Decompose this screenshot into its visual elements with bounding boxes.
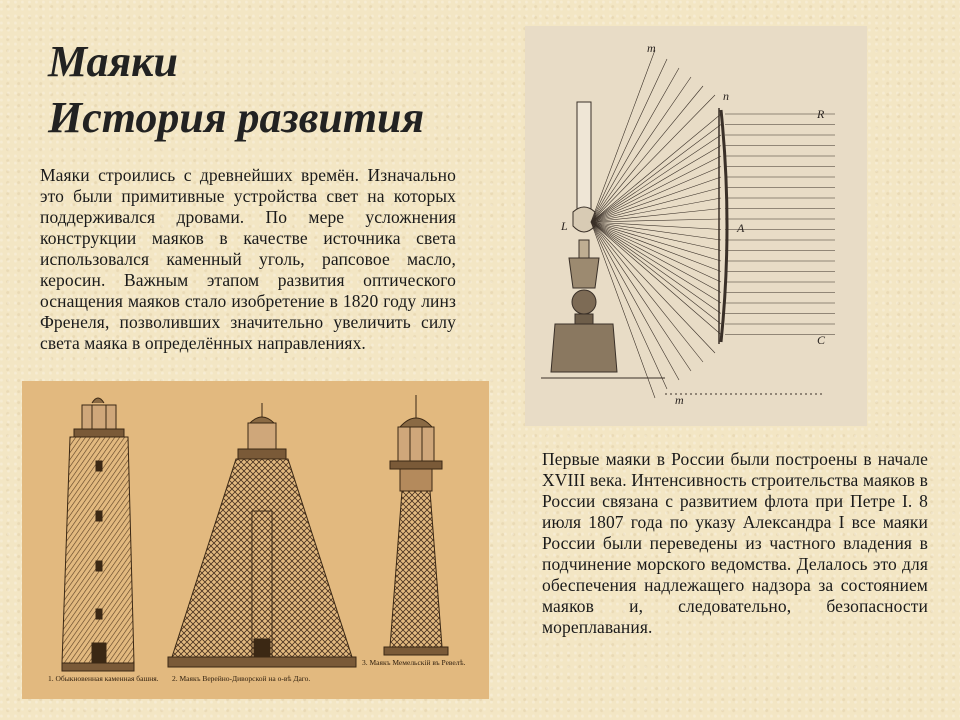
fresnel-lens-diagram — [525, 26, 867, 426]
russia-history-paragraph: Первые маяки в России были построены в начале XVIII века. Интенсивность строительства маяков в России связана с развитием флота при Петре I. 8 июля 1807 года по указу Александра I все маяки России были переведены из частного владения в подчинение морского ведомства. Делалось это для обеспечения надлежащего надзора за состоянием маяков и, следовательно, безопасности мореплавания. — [542, 449, 928, 637]
label-c: C — [817, 333, 826, 347]
caption-stone-tower: 1. Обыкновенная каменная башня. — [48, 674, 159, 683]
light-ray — [591, 222, 721, 335]
light-ray — [591, 156, 721, 222]
light-ray — [591, 219, 721, 222]
label-m-bottom: m — [675, 393, 684, 407]
light-ray — [591, 222, 721, 261]
label-l: L — [561, 219, 568, 233]
lighthouses-illustration — [22, 381, 489, 699]
lighthouse-engravings — [22, 381, 489, 699]
light-ray — [591, 125, 721, 223]
light-ray — [591, 188, 721, 223]
caption-pyramid-tower: 2. Маякъ Верейно-Диворской на о-вѣ Даго. — [172, 674, 311, 683]
title-line-2: История развития — [48, 93, 425, 142]
reflected-ray — [591, 86, 703, 222]
label-m-top: m — [647, 41, 656, 55]
light-ray — [591, 114, 721, 222]
title-line-1: Маяки — [48, 37, 178, 86]
reflected-ray — [591, 50, 655, 222]
caption-lattice-tower: 3. Маякъ Мемельскій въ Ревелѣ. — [362, 658, 466, 667]
reflected-ray — [591, 77, 691, 222]
light-ray — [591, 222, 721, 230]
fresnel-lens-illustration — [525, 26, 867, 426]
slide-title — [48, 34, 424, 146]
label-r: R — [817, 107, 825, 121]
reflected-ray — [591, 59, 667, 222]
label-n: n — [723, 89, 729, 103]
history-paragraph: Маяки строились с древнейших времён. Изначально это были примитивные устройства свет на которых поддерживался дровами. По мере усложнения конструкции маяков в качестве источника света использовался каменный уголь, рапсовое масло, керосин. Важным этапом развития оптического оснащения маяков стало изобретение в 1820 году линз Френеля, позволивших значительно увеличить силу света маяка в определённых направлениях. — [40, 165, 456, 353]
light-ray — [591, 135, 721, 222]
label-a: A — [737, 221, 745, 235]
light-ray — [591, 222, 721, 314]
